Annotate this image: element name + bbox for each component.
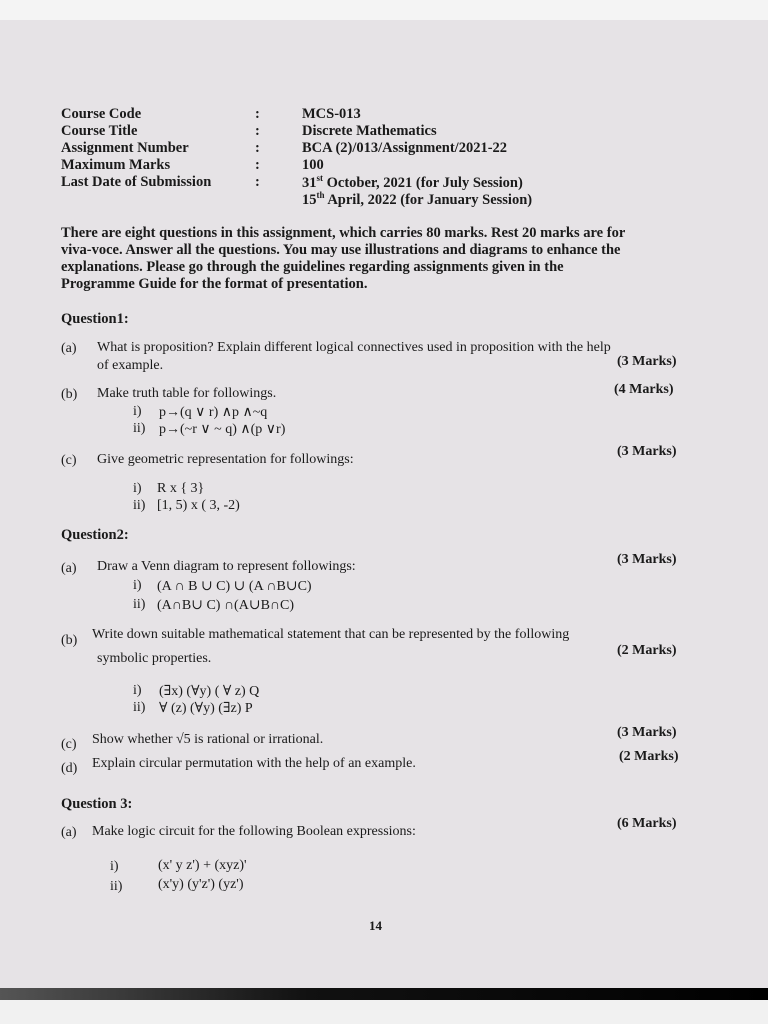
item-number: i): [110, 859, 119, 874]
marks-label: (2 Marks): [619, 749, 679, 764]
item-expression: (x'y) (y'z') (yz'): [158, 877, 244, 892]
part-label: (a): [61, 341, 77, 356]
submission-date-january: 15th April, 2022 (for January Session): [302, 190, 533, 208]
marks-label: (3 Marks): [617, 444, 677, 459]
item-expression: (A ∩ B ∪ C) ∪ (A ∩B∪C): [157, 579, 312, 594]
question-text: What is proposition? Explain different logical connectives used in proposition with the help: [97, 340, 611, 355]
item-expression: R x { 3}: [157, 481, 205, 496]
question-text: Make truth table for followings.: [97, 386, 277, 401]
info-label: Last Date of Submission: [61, 174, 212, 190]
part-label: (a): [61, 561, 77, 576]
item-number: ii): [133, 597, 146, 612]
info-value: 100: [302, 157, 324, 173]
marks-label: (3 Marks): [617, 354, 677, 369]
part-label: (c): [61, 453, 77, 468]
info-label: Course Code: [61, 106, 142, 122]
marks-label: (6 Marks): [617, 816, 677, 831]
item-expression: [1, 5) x ( 3, -2): [157, 498, 240, 513]
info-separator: :: [255, 123, 260, 139]
item-number: ii): [110, 879, 123, 894]
intro-line: explanations. Please go through the guidelines regarding assignments given in the: [61, 259, 564, 275]
submission-date-july: 31st October, 2021 (for July Session): [302, 173, 523, 191]
info-separator: :: [255, 174, 260, 190]
item-expression: p→(q ∨ r) ∧p ∧~q: [159, 405, 268, 420]
question-text: symbolic properties.: [97, 651, 212, 666]
question-title: Question2:: [61, 527, 129, 543]
info-value: Discrete Mathematics: [302, 123, 437, 139]
item-expression: (x' y z') + (xyz)': [158, 858, 247, 873]
intro-line: There are eight questions in this assignment, which carries 80 marks. Rest 20 marks are for: [61, 225, 626, 241]
part-label: (a): [61, 825, 77, 840]
intro-line: viva-voce. Answer all the questions. You may use illustrations and diagrams to enhance the: [61, 242, 621, 258]
info-value: MCS-013: [302, 106, 361, 122]
item-number: ii): [133, 498, 146, 513]
item-expression: (A∩B∪ C) ∩(A∪B∩C): [157, 598, 295, 613]
marks-label: (3 Marks): [617, 725, 677, 740]
item-number: i): [133, 404, 142, 419]
part-label: (b): [61, 633, 78, 648]
info-separator: :: [255, 140, 260, 156]
item-number: i): [133, 578, 142, 593]
question-text: Explain circular permutation with the help of an example.: [92, 756, 416, 771]
info-label: Course Title: [61, 123, 138, 139]
item-expression: (∃x) (∀y) ( ∀ z) Q: [159, 684, 260, 699]
info-separator: :: [255, 157, 260, 173]
intro-line: Programme Guide for the format of presentation.: [61, 276, 368, 292]
item-number: i): [133, 683, 142, 698]
question-text: of example.: [97, 358, 164, 373]
part-label: (d): [61, 761, 78, 776]
info-value: BCA (2)/013/Assignment/2021-22: [302, 140, 508, 156]
page-edge-shadow: [0, 988, 768, 1000]
item-expression: ∀ (z) (∀y) (∃z) P: [159, 701, 253, 716]
info-separator: :: [255, 106, 260, 122]
question-text: Write down suitable mathematical statement that can be represented by the following: [92, 627, 570, 642]
item-number: ii): [133, 421, 146, 436]
page-number: 14: [369, 918, 382, 933]
question-title: Question 3:: [61, 796, 133, 812]
item-expression: p→(~r ∨ ~ q) ∧(p ∨r): [159, 422, 286, 437]
marks-label: (3 Marks): [617, 552, 677, 567]
part-label: (c): [61, 737, 77, 752]
question-text: Make logic circuit for the following Boolean expressions:: [92, 824, 416, 839]
info-label: Assignment Number: [61, 140, 189, 156]
part-label: (b): [61, 387, 78, 402]
marks-label: (2 Marks): [617, 643, 677, 658]
item-number: ii): [133, 700, 146, 715]
question-text: Give geometric representation for followings:: [97, 452, 354, 467]
question-text: Draw a Venn diagram to represent followings:: [97, 559, 356, 574]
marks-label: (4 Marks): [614, 382, 674, 397]
question-title: Question1:: [61, 311, 129, 327]
item-number: i): [133, 481, 142, 496]
question-text: Show whether √5 is rational or irrational.: [92, 732, 324, 747]
info-label: Maximum Marks: [61, 157, 171, 173]
